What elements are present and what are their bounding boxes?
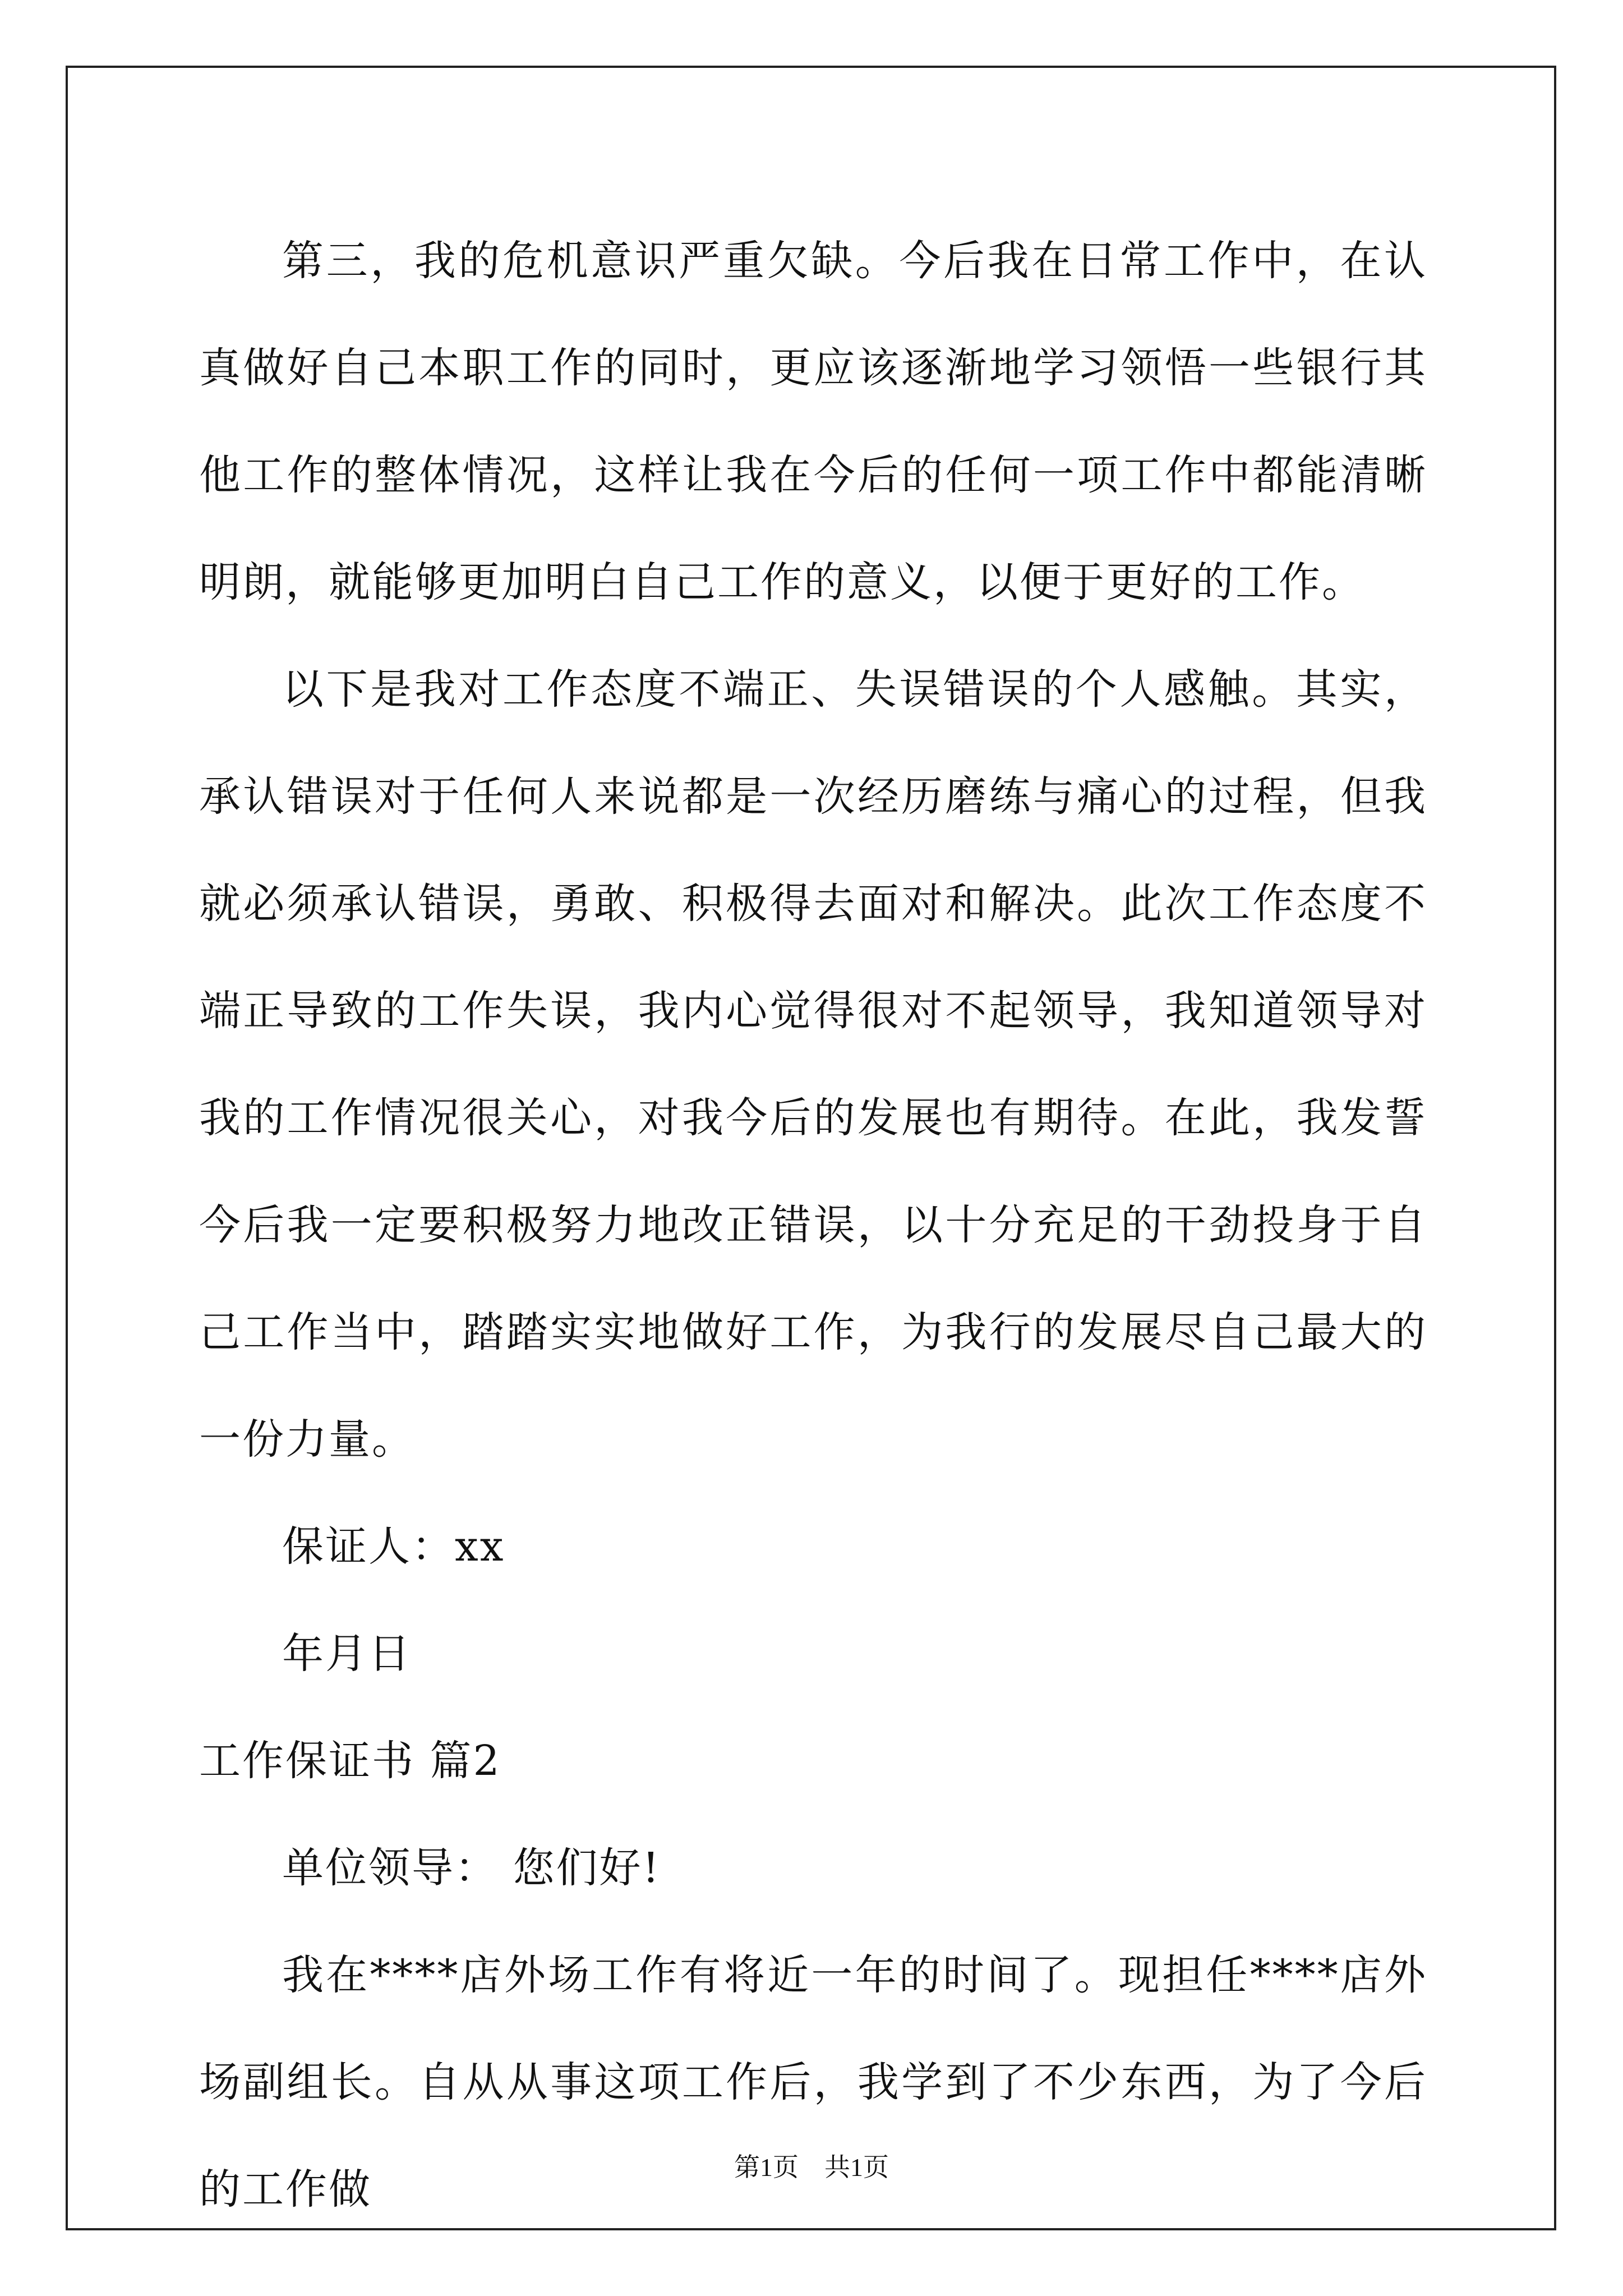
paragraph-reflection: 以下是我对工作态度不端正、失误错误的个人感触。其实，承认错误对于任何人来说都是一次经历磨练与痛心的过程，但我就必须承认错误，勇敢、积极得去面对和解决。此次工作态度不端正导致的工作失误，我内心觉得很对不起领导，我知道领导对我的工作情况很关心，对我今后的发展也有期待。在此，我发誓今后我一定要积极努力地改正错误，以十分充足的干劲投身于自己工作当中，踏踏实实地做好工作，为我行的发展尽自己最大的一份力量。	[199, 665, 1427, 1464]
salutation: 单位领导： 您们好!	[282, 1844, 661, 1892]
guarantor-line: 保证人：xx	[282, 1522, 505, 1571]
paragraph-crisis-awareness: 第三，我的危机意识严重欠缺。今后我在日常工作中，在认真做好自己本职工作的同时，更应该逐渐地学习领悟一些银行其他工作的整体情况，这样让我在今后的任何一项工作中都能清晰明朗，就能够更加明白自己工作的意义，以便于更好的工作。	[199, 237, 1427, 606]
page-total: 共1页	[824, 2153, 889, 2182]
paragraph-intro: 我在****店外场工作有将近一年的时间了。现担任****店外场副组长。自从从事这项工作后，我学到了不少东西，为了今后的工作做	[199, 1951, 1427, 2214]
page-number: 第1页	[734, 2153, 799, 2182]
document-body	[199, 208, 1427, 2243]
section-heading: 工作保证书 篇2	[199, 1737, 501, 1785]
page-footer	[0, 2152, 1623, 2183]
date-line: 年月日	[282, 1630, 412, 1678]
